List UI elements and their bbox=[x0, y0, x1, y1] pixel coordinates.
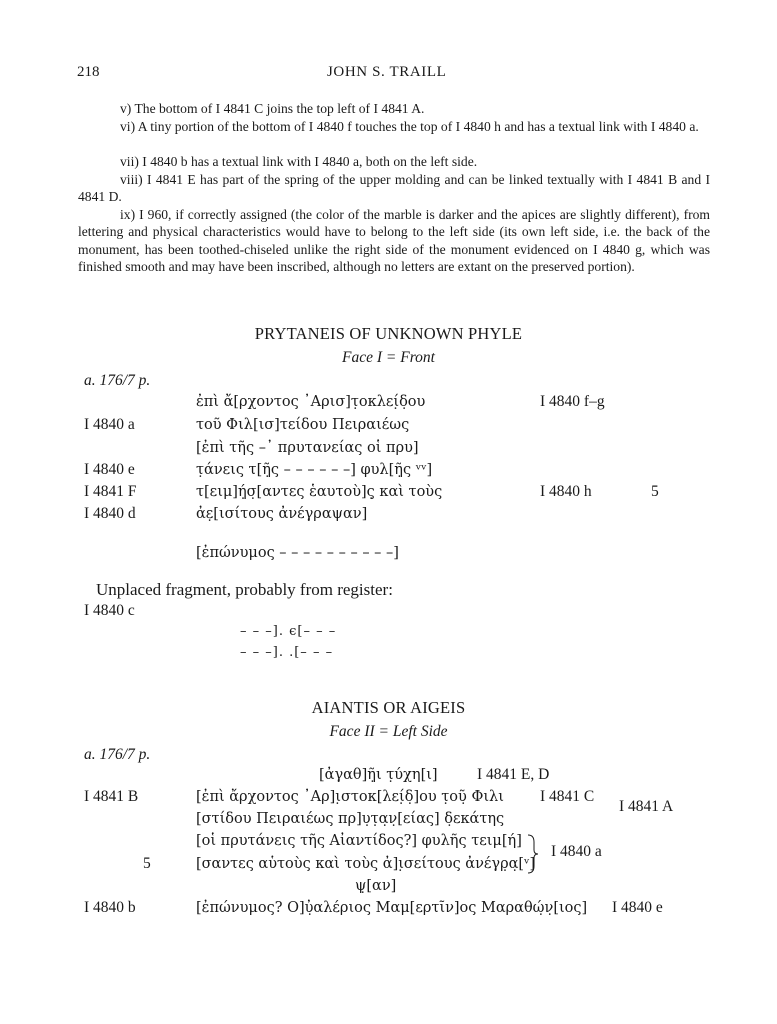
section-title-prytaneis: PRYTANEIS OF UNKNOWN PHYLE bbox=[254, 324, 523, 343]
unplaced-heading: Unplaced fragment, probably from register: bbox=[96, 580, 393, 599]
fragment-line: – – –]. .[– – – bbox=[240, 645, 334, 660]
fragment-label: I 4840 f–g bbox=[540, 393, 605, 410]
line-number: 5 bbox=[143, 855, 151, 872]
face-left-subtitle: Face II = Left Side bbox=[329, 723, 448, 740]
fragment-label: I 4841 A bbox=[619, 798, 674, 815]
fragment-line: – – –]. ϵ[– – – bbox=[240, 624, 337, 639]
fragment-label: I 4840 a bbox=[84, 416, 135, 433]
inscription-line: ἀε̣[ισίτους ἀνέγραψαν] bbox=[196, 506, 368, 522]
face-front-subtitle: Face I = Front bbox=[342, 349, 435, 366]
fragment-label: I 4840 a bbox=[551, 843, 602, 860]
note-viii: viii) I 4841 E has part of the spring of the upper molding and can be linked textually with I 4841 B and I 4841 D. bbox=[78, 172, 710, 205]
inscription-line: ψ̣[αν] bbox=[355, 878, 397, 894]
inscription-line: [ἐπώνυμος? Ο]ὐ̣αλέριος Μαμ[ερτῖν]ος Μαραθώ̣ν̣[ιος] bbox=[196, 900, 588, 916]
fragment-label: I 4841 C bbox=[540, 788, 595, 805]
fragment-label: I 4840 d bbox=[84, 505, 136, 522]
fragment-label: I 4840 b bbox=[84, 899, 136, 916]
fragment-label: I 4840 h bbox=[540, 483, 592, 500]
line-number: 5 bbox=[651, 483, 659, 500]
inscription-line: τοῦ Φιλ[ισ]τείδου Πειραιέως bbox=[196, 417, 410, 433]
running-title: JOHN S. TRAILL bbox=[327, 64, 447, 80]
inscription-line: [οἱ πρυτάνεις τῆς Αἰαντίδος?] φυλῆς τειμ[ή] bbox=[196, 833, 522, 849]
page-number: 218 bbox=[77, 64, 100, 80]
note-vii: vii) I 4840 b has a textual link with I 4840 a, both on the left side. bbox=[120, 154, 478, 169]
inscription-line: ἐπὶ ἄ[ρχοντος ᾿Αρισ]τ̣οκλεί̣δ̣ου bbox=[196, 394, 426, 410]
inscription-line: [ἀγαθ]ῆ̣ι τ̣ύχη[ι] bbox=[319, 767, 438, 783]
note-vi: vi) A tiny portion of the bottom of I 4840 f touches the top of I 4840 h and has a textual link with I 4840 a. bbox=[120, 119, 699, 134]
section-title-aiantis: AIANTIS OR AIGEIS bbox=[311, 698, 466, 717]
inscription-line: τ̣άνεις τ[ῆ̣ς – – – – – –] φυλ[ῆ̣ς ᵛᵛ] bbox=[196, 462, 433, 478]
inscription-line: [ἐπὶ τῆς –᾿ πρυτανείας οἱ πρυ] bbox=[196, 440, 419, 456]
note-ix: ix) I 960, if correctly assigned (the color of the marble is darker and the apices are slightly different), from lettering and physical characteristics would have to belong to the left side (its own left side, i.e. the back of the monument, has been toothed-chiseled unlike the right side of the monument evidenced on I 4840 g, which was finished smooth and may have been inscribed, although no letters are extant on the preserved portion). bbox=[78, 207, 710, 275]
date-label: a. 176/7 p. bbox=[84, 372, 151, 389]
note-v: v) The bottom of I 4841 C joins the top left of I 4841 A. bbox=[120, 101, 425, 116]
date-label: a. 176/7 p. bbox=[84, 746, 151, 763]
fragment-label: I 4840 e bbox=[84, 461, 135, 478]
eponymos-line: [ἐπώνυμος – – – – – – – – – –] bbox=[196, 545, 399, 561]
inscription-line: [στίδου Πειραιέως πρ]υ̣τ̣α̣ν̣[είας] δ̣εκάτης bbox=[196, 811, 505, 827]
inscription-line: τ[ειμ]ή̣σ̣[αντες ἑαυτοὺ]ς̣ καὶ τοὺς bbox=[196, 484, 443, 500]
inscription-line: [ἐπὶ ἄρχοντος ᾿Αρ]ι̣στοκ[λεί̣δ̣]ου τ̣οῦ̣ Φιλι bbox=[196, 789, 504, 805]
brace-mark bbox=[526, 834, 540, 874]
fragment-label: I 4841 B bbox=[84, 788, 139, 805]
fragment-label: I 4841 E, D bbox=[477, 766, 550, 783]
inscription-line: [σαντες αὑτοὺς καὶ τοὺς ἀ]ι̣σείτους ἀνέγρ̣α̣[ᵛ] bbox=[196, 856, 536, 872]
fragment-label: I 4840 e bbox=[612, 899, 663, 916]
fragment-label: I 4841 F bbox=[84, 483, 137, 500]
fragment-label: I 4840 c bbox=[84, 602, 135, 619]
